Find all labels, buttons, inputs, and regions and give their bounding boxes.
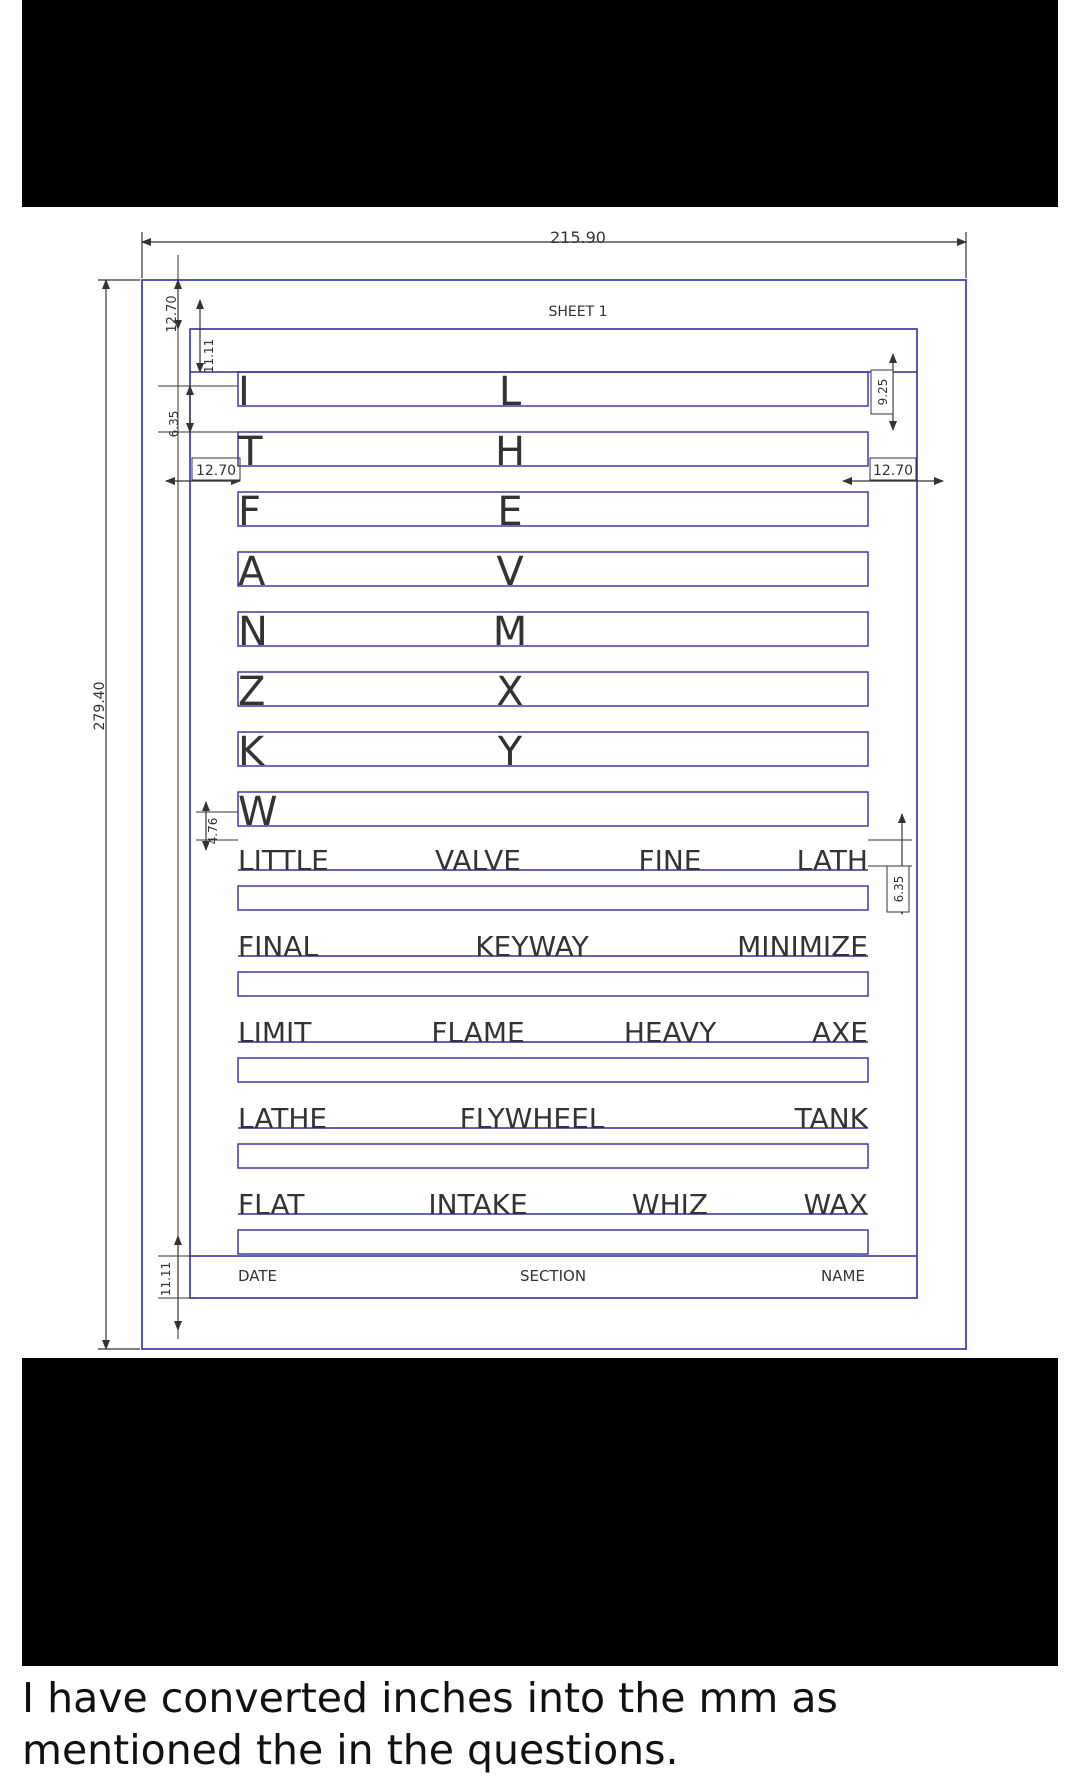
letter-left: W — [238, 789, 278, 835]
letter-row-guideline — [238, 432, 868, 466]
word-row-guideline — [238, 886, 868, 910]
letter-row-guideline — [238, 792, 868, 826]
letter-right: M — [492, 609, 528, 655]
word-label: TANK — [794, 1102, 868, 1135]
letter-row-guideline — [238, 672, 868, 706]
word-row — [238, 844, 868, 910]
letter-left: T — [238, 429, 263, 475]
letter-rows — [237, 369, 868, 835]
dim-title-band — [200, 300, 216, 373]
word-row-guideline — [238, 1230, 868, 1254]
letter-left: N — [238, 609, 268, 655]
letter-row — [238, 609, 868, 655]
dim-guideline-left — [158, 386, 238, 437]
word-label: LITTLE — [238, 844, 329, 877]
letter-row — [238, 729, 868, 775]
dim-text-bottom-band: 11.11 — [159, 1261, 173, 1297]
word-row-guideline — [238, 972, 868, 996]
dim-text-margin-top: 12.70 — [165, 295, 180, 333]
dim-text-word-offset: 4.76 — [206, 817, 220, 845]
dim-right-spacing — [868, 814, 912, 914]
dim-text-overall-height: 279.40 — [92, 681, 108, 731]
letter-row-guideline — [238, 372, 868, 406]
letter-row — [238, 669, 868, 715]
letter-row-guideline — [238, 732, 868, 766]
dim-margin-right — [843, 458, 943, 481]
word-row — [238, 1102, 869, 1168]
word-label: KEYWAY — [475, 930, 589, 963]
dim-text-margin-right: 12.70 — [872, 463, 914, 479]
word-label: LATH — [796, 844, 868, 877]
word-label: LIMIT — [238, 1016, 312, 1049]
letter-right: Y — [497, 729, 523, 775]
dim-margin-left — [166, 458, 240, 481]
dim-overall-height — [92, 280, 140, 1349]
dim-text-right-spacing: 6.35 — [892, 875, 906, 903]
word-label: FINAL — [238, 930, 319, 963]
word-label: WAX — [803, 1188, 868, 1221]
word-label: FLAT — [238, 1188, 305, 1221]
word-row-guideline — [238, 1058, 868, 1082]
letter-left: K — [238, 729, 265, 775]
word-label: MINIMIZE — [737, 930, 868, 963]
word-label: FINE — [638, 844, 702, 877]
word-label: FLAME — [431, 1016, 525, 1049]
dim-text-cap-height: 9.25 — [876, 378, 890, 406]
dim-overall-width — [142, 228, 966, 278]
dim-cap-height — [871, 354, 893, 430]
letter-row — [237, 429, 868, 475]
dim-text-guideline-left: 6.35 — [167, 410, 181, 438]
letter-left: I — [238, 369, 250, 415]
letter-right: L — [498, 369, 522, 415]
word-label: INTAKE — [428, 1188, 528, 1221]
letter-row — [238, 369, 868, 415]
title-block-name: NAME — [821, 1267, 865, 1285]
letter-right: E — [497, 489, 523, 535]
word-row — [238, 1188, 868, 1254]
letter-left: A — [238, 549, 266, 595]
title-block-section: SECTION — [519, 1267, 587, 1285]
letter-right: X — [496, 669, 524, 715]
letter-row-guideline — [238, 492, 868, 526]
word-label: VALVE — [435, 844, 521, 877]
word-label: HEAVY — [623, 1016, 717, 1049]
letter-row — [238, 789, 868, 835]
letter-right: V — [496, 549, 524, 595]
letter-row-guideline — [238, 612, 868, 646]
word-label: FLYWHEEL — [459, 1102, 605, 1135]
title-block-date: DATE — [238, 1267, 278, 1285]
word-row — [238, 1016, 868, 1082]
sheet-title: SHEET 1 — [548, 304, 608, 320]
word-label: LATHE — [238, 1102, 328, 1135]
word-row-guideline — [238, 1144, 868, 1168]
word-label: WHIZ — [631, 1188, 709, 1221]
caption: I have converted inches into the mm as mentioned the in the questions. — [22, 1674, 838, 1774]
inner-border — [190, 329, 917, 1298]
dim-word-offset — [196, 802, 238, 850]
letter-row — [238, 549, 868, 595]
word-label: AXE — [811, 1016, 868, 1049]
letter-left: F — [238, 489, 262, 535]
dim-text-overall-width: 215.90 — [550, 228, 606, 247]
letter-left: Z — [238, 669, 266, 715]
letter-right: H — [494, 429, 526, 475]
dim-text-margin-left: 12.70 — [195, 463, 237, 479]
dim-text-title-band: 11.11 — [202, 338, 216, 374]
letter-row — [238, 489, 868, 535]
word-rows — [238, 844, 869, 1254]
letter-row-guideline — [238, 552, 868, 586]
word-row — [238, 930, 868, 996]
